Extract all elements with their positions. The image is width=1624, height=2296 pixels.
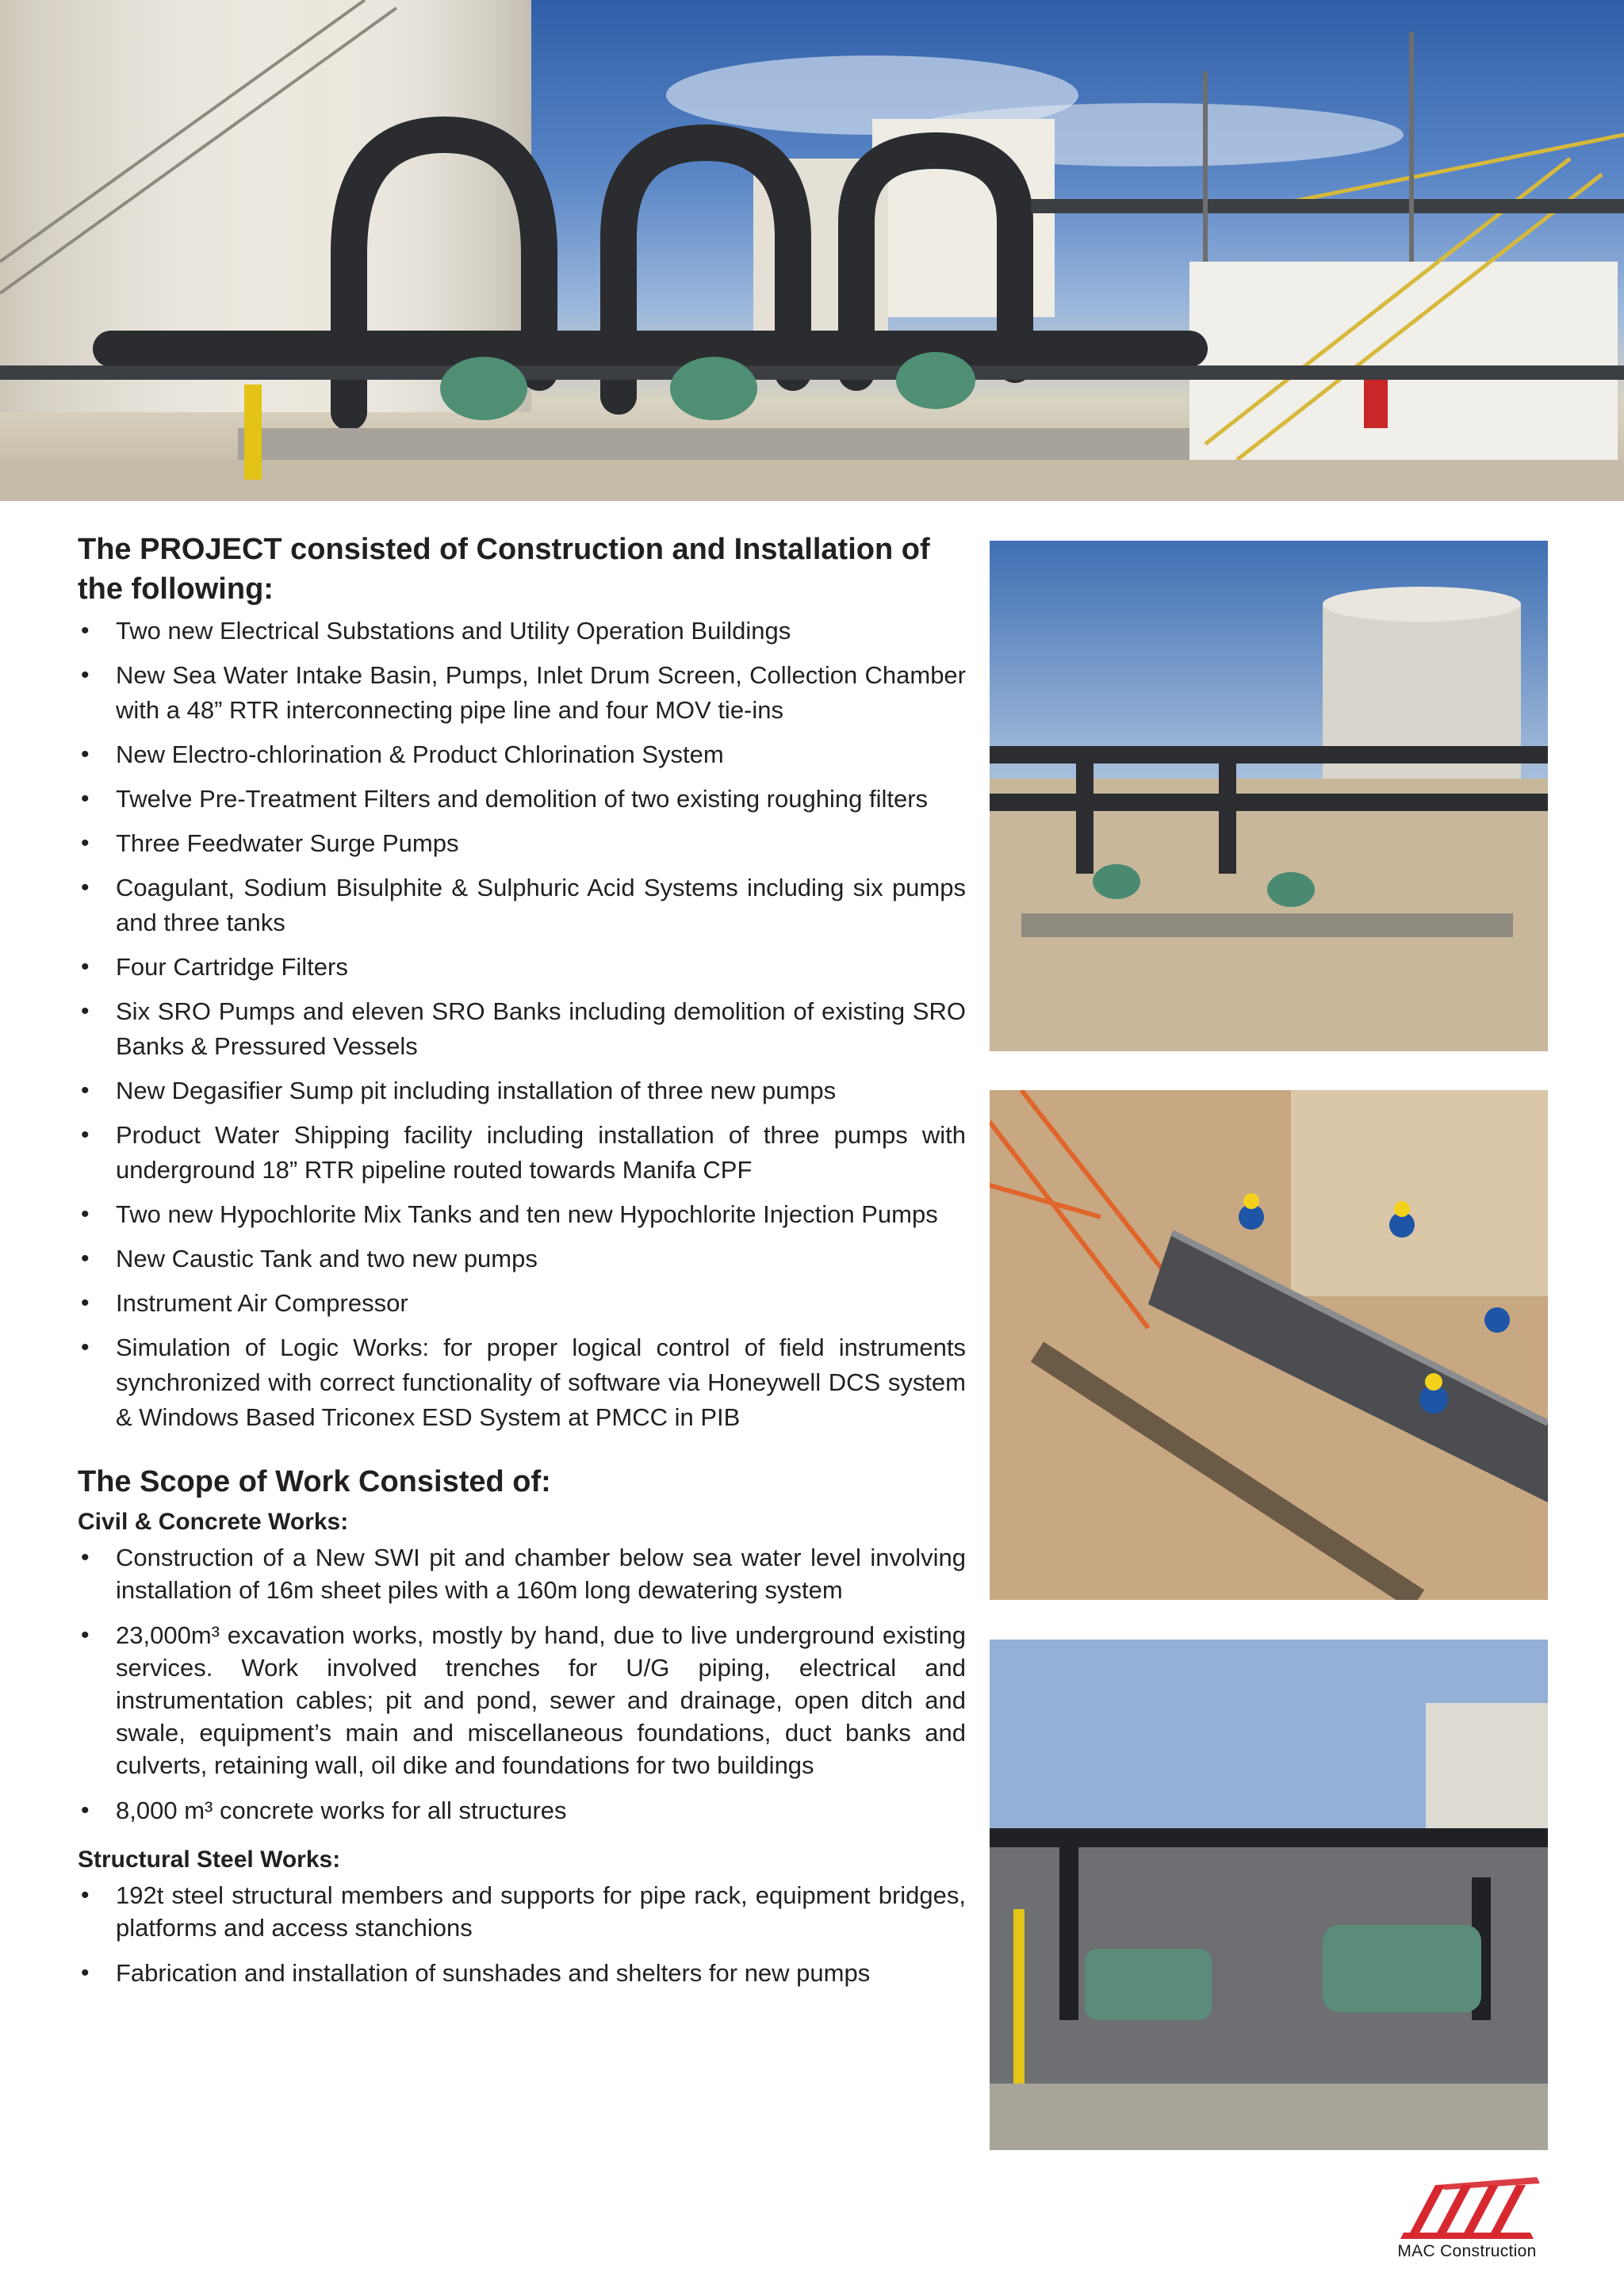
list-item: • Twelve Pre-Treatment Filters and demolition of two existing roughing filters xyxy=(78,782,966,817)
list-item: • Fabrication and installation of sunshades and shelters for new pumps xyxy=(78,1957,966,1989)
project-heading: The PROJECT consisted of Construction and Installation of the following: xyxy=(78,533,930,606)
list-item: • Four Cartridge Filters xyxy=(78,950,966,985)
bullet-icon: • xyxy=(81,1797,90,1823)
bullet-icon: • xyxy=(81,662,90,688)
list-item: • Two new Electrical Substations and Utility Operation Buildings xyxy=(78,614,966,649)
logo-mark-icon xyxy=(1389,2174,1545,2242)
list-item: • Construction of a New SWI pit and chamber below sea water level involving installation of 16m sheet piles with a 160m long dewatering system xyxy=(78,1541,966,1606)
list-item: • Product Water Shipping facility including installation of three pumps with underground 18” RTR pipeline routed towards Manifa CPF xyxy=(78,1118,966,1188)
bullet-icon: • xyxy=(81,874,90,901)
photo-pump-skids xyxy=(990,1640,1548,2150)
list-item: • Six SRO Pumps and eleven SRO Banks including demolition of existing SRO Banks & Pressured Vessels xyxy=(78,994,966,1064)
bullet-icon: • xyxy=(81,998,90,1024)
bullet-icon: • xyxy=(81,1882,90,1908)
bullet-icon: • xyxy=(81,786,90,812)
bullet-icon: • xyxy=(81,1960,90,1986)
bullet-icon: • xyxy=(81,1544,90,1571)
civil-heading: Civil & Concrete Works: xyxy=(78,1509,349,1535)
bullet-icon: • xyxy=(81,1334,90,1360)
list-item: • 192t steel structural members and supports for pipe rack, equipment bridges, platforms and access stanchions xyxy=(78,1879,966,1944)
project-list xyxy=(78,614,966,1435)
bullet-icon: • xyxy=(81,1077,90,1104)
hero-photo-pump-station xyxy=(0,0,1624,501)
list-item: • New Electro-chlorination & Product Chlorination System xyxy=(78,737,966,772)
bullet-icon: • xyxy=(81,1246,90,1272)
civil-list xyxy=(78,1541,966,1827)
list-item: • Coagulant, Sodium Bisulphite & Sulphuric Acid Systems including six pumps and three tanks xyxy=(78,871,966,940)
photo-tank-and-pipework xyxy=(990,541,1548,1051)
list-item: • Simulation of Logic Works: for proper logical control of field instruments synchronized with correct functionality of software via Honeywell DCS system & Windows Based Triconex ESD System at PMCC in PIB xyxy=(78,1330,966,1435)
list-item: • 8,000 m³ concrete works for all structures xyxy=(78,1794,966,1827)
list-item: • 23,000m³ excavation works, mostly by hand, due to live underground existing services. Work involved trenches for U/G piping, electrical and instrumentation cables; pit and pond, sewer and drainage, open ditch and swale, equipment’s main and miscellaneous foundations, duct banks and culverts, retaining wall, oil dike and foundations for two buildings xyxy=(78,1619,966,1781)
bullet-icon: • xyxy=(81,741,90,767)
logo-text: MAC Construction xyxy=(1397,2242,1537,2260)
bullet-icon: • xyxy=(81,954,90,980)
bullet-icon: • xyxy=(81,1622,90,1648)
steel-heading: Structural Steel Works: xyxy=(78,1846,341,1873)
scope-heading: The Scope of Work Consisted of: xyxy=(78,1465,551,1498)
bullet-icon: • xyxy=(81,1201,90,1227)
content-column xyxy=(78,530,966,2002)
list-item: • Two new Hypochlorite Mix Tanks and ten new Hypochlorite Injection Pumps xyxy=(78,1197,966,1232)
list-item: • Instrument Air Compressor xyxy=(78,1286,966,1321)
mac-construction-logo xyxy=(1389,2174,1545,2261)
bullet-icon: • xyxy=(81,830,90,856)
bullet-icon: • xyxy=(81,618,90,644)
bullet-icon: • xyxy=(81,1290,90,1316)
list-item: • New Sea Water Intake Basin, Pumps, Inlet Drum Screen, Collection Chamber with a 48” RTR interconnecting pipe line and four MOV tie-ins xyxy=(78,658,966,728)
list-item: • Three Feedwater Surge Pumps xyxy=(78,826,966,861)
photo-trench-pipe-installation xyxy=(990,1090,1548,1600)
bullet-icon: • xyxy=(81,1122,90,1148)
list-item: • New Caustic Tank and two new pumps xyxy=(78,1242,966,1276)
list-item: • New Degasifier Sump pit including installation of three new pumps xyxy=(78,1073,966,1108)
steel-list xyxy=(78,1879,966,1989)
